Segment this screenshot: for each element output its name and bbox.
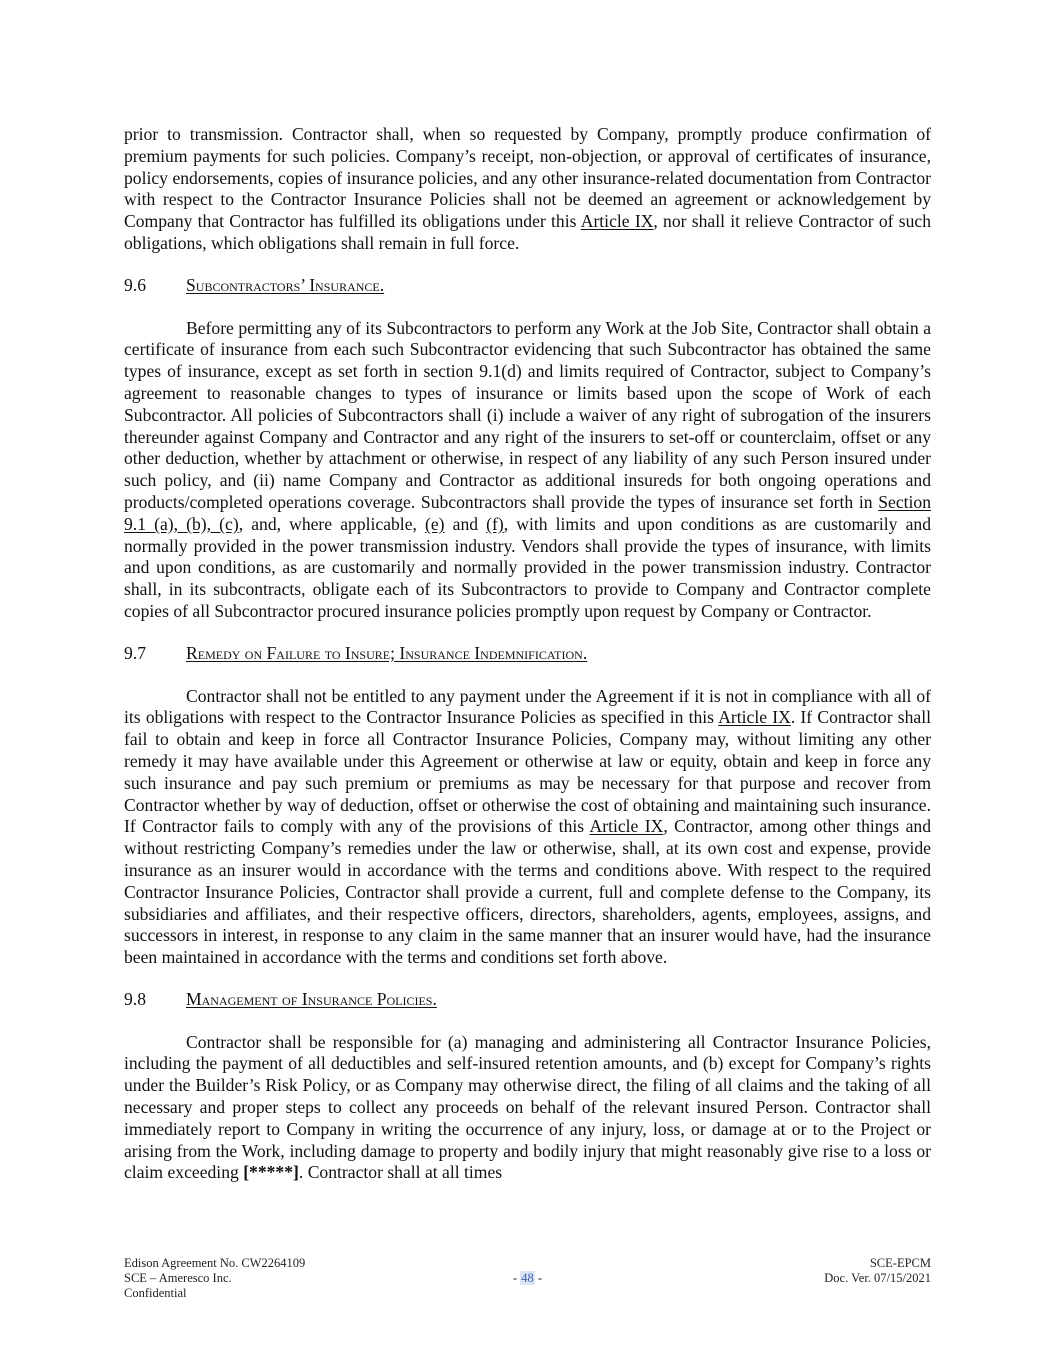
footer-agreement-number: Edison Agreement No. CW2264109 xyxy=(124,1256,306,1270)
text-run: Contractor shall be responsible for (a) managing and administering all Contractor Insurance Policies, including the payment of all deductibles and self-insured retention amounts, and (b) except for Company’s rights under the Builder’s Risk Policy, or as Company may otherwise direct, the filing of all claims and the taking of all necessary and proper steps to collect any proceeds on behalf of the relevant insured Person. Contractor shall immediately report to Company in writing the occurrence of any injury, loss, or damage at or to the Project or arising from the Work, including damage to property and bodily injury that might reasonably give rise to a loss or claim exceeding xyxy=(124,1031,931,1183)
section-heading-9-8 xyxy=(124,989,931,1011)
section-number: 9.6 xyxy=(124,274,146,295)
text-run: , with limits and upon conditions as are customarily and normally provided in the power transmission industry. Vendors shall provide the types of insurance, with limits and upon conditions, as are customarily and normally provided in the power transmission industry. Contractor shall, in its subcontracts, obligate each of its Subcontractors to provide to Company and Contractor complete copies of all Subcontractor procured insurance policies promptly upon request by Company or Contractor. xyxy=(124,513,931,621)
page-prefix: - xyxy=(512,1271,521,1285)
section-title: Management of Insurance Policies. xyxy=(186,988,437,1009)
section-paragraph-9-8 xyxy=(124,1032,931,1185)
cross-reference: (e) xyxy=(425,513,445,534)
cross-reference: Section 9.1 (a), (b), (c) xyxy=(124,491,931,534)
cross-reference: Article IX xyxy=(589,816,664,837)
cross-reference: Article IX xyxy=(580,211,654,232)
redacted-amount: [*****] xyxy=(243,1162,299,1183)
page-number: 48 xyxy=(521,1271,534,1285)
text-run: , nor shall it relieve Contractor of such obligations, which obligations shall remain in full force. xyxy=(124,211,932,253)
text-run: and xyxy=(444,513,487,534)
footer-confidential: Confidential xyxy=(124,1286,187,1300)
text-run: prior to transmission. Contractor shall, when so requested by Company, promptly produce confirmation of premium payments for such policies. Company’s receipt, non-objection, or approval of certificates of insurance, policy endorsements, copies of insurance policies, and any other insurance-related documentation from Contractor with respect to the Contractor Insurance Policies shall not be deemed an agreement or acknowledgement by Company that Contractor has fulfilled its obligations under this xyxy=(124,124,931,232)
text-run: , and, where applicable, xyxy=(238,513,426,534)
text-run: , Contractor, among other things and without restricting Company’s remedies under the law or otherwise, shall, at its own cost and expense, provide insurance as an insurer would in accordance with the terms and conditions above. With respect to the required Contractor Insurance Policies, Contractor shall provide a current, full and complete defense to the Company, its subsidiaries and affiliates, and their respective officers, directors, shareholders, agents, employees, assigns, and successors in interest, in response to any claim in the same manner that an insurer would have, had the insurance been maintained in accordance with the terms and conditions set forth above. xyxy=(124,816,931,968)
cross-reference: Article IX xyxy=(718,707,791,728)
text-run: Contractor shall not be entitled to any payment under the Agreement if it is not in compliance with all of its obligations with respect to the Contractor Insurance Policies as specified in this xyxy=(124,685,931,728)
document-page xyxy=(124,124,931,1184)
section-heading-9-6 xyxy=(124,275,931,297)
page-footer xyxy=(124,1256,931,1301)
cross-reference: (f) xyxy=(486,513,504,534)
footer-page-indicator xyxy=(428,1271,628,1286)
section-paragraph-9-7 xyxy=(124,686,931,969)
page-suffix: - xyxy=(534,1271,543,1285)
continuation-paragraph xyxy=(124,124,931,255)
section-heading-9-7 xyxy=(124,643,931,665)
footer-doc-version: Doc. Ver. 07/15/2021 xyxy=(824,1271,931,1285)
section-number: 9.7 xyxy=(124,642,146,663)
text-run: . If Contractor shall fail to obtain and keep in force all Contractor Insurance Policies, Company may, without limiting any other remedy it may have available under this Agreement or otherwise at law or equity, obtain and keep in force any such insurance and pay such premium or premiums as may be necessary for that purpose and recover from Contractor whether by way of deduction, offset or otherwise the cost of obtaining and maintaining such insurance. If Contractor fails to comply with any of the provisions of this xyxy=(124,707,931,837)
footer-parties: SCE – Ameresco Inc. xyxy=(124,1271,232,1285)
text-run: . Contractor shall at all times xyxy=(298,1162,503,1183)
footer-doc-code: SCE-EPCM xyxy=(869,1256,931,1270)
section-title: Subcontractors’ Insurance. xyxy=(186,274,385,295)
section-paragraph-9-6 xyxy=(124,318,931,623)
section-number: 9.8 xyxy=(124,988,146,1009)
text-run: Before permitting any of its Subcontractors to perform any Work at the Job Site, Contractor shall obtain a certificate of insurance from each such Subcontractor evidencing that such Subcontractor has obtained the same types of insurance, except as set forth in section 9.1(d) and limits required of Contractor, subject to Company’s agreement to reasonable changes to types of insurance or limits based upon the scope of Work of each Subcontractor. All policies of Subcontractors shall (i) include a waiver of any right of subrogation of the insurers thereunder against Company and Contractor and any right of the insurers to set-off or counterclaim, offset or any other deduction, whether by attachment or otherwise, in respect of any liability of any such Person insured under such policy, and (ii) name Company and Contractor as additional insureds for both ongoing operations and products/completed operations coverage. Subcontractors shall provide the types of insurance set forth in xyxy=(124,317,931,512)
section-title: Remedy on Failure to Insure; Insurance Indemnification. xyxy=(186,642,588,663)
